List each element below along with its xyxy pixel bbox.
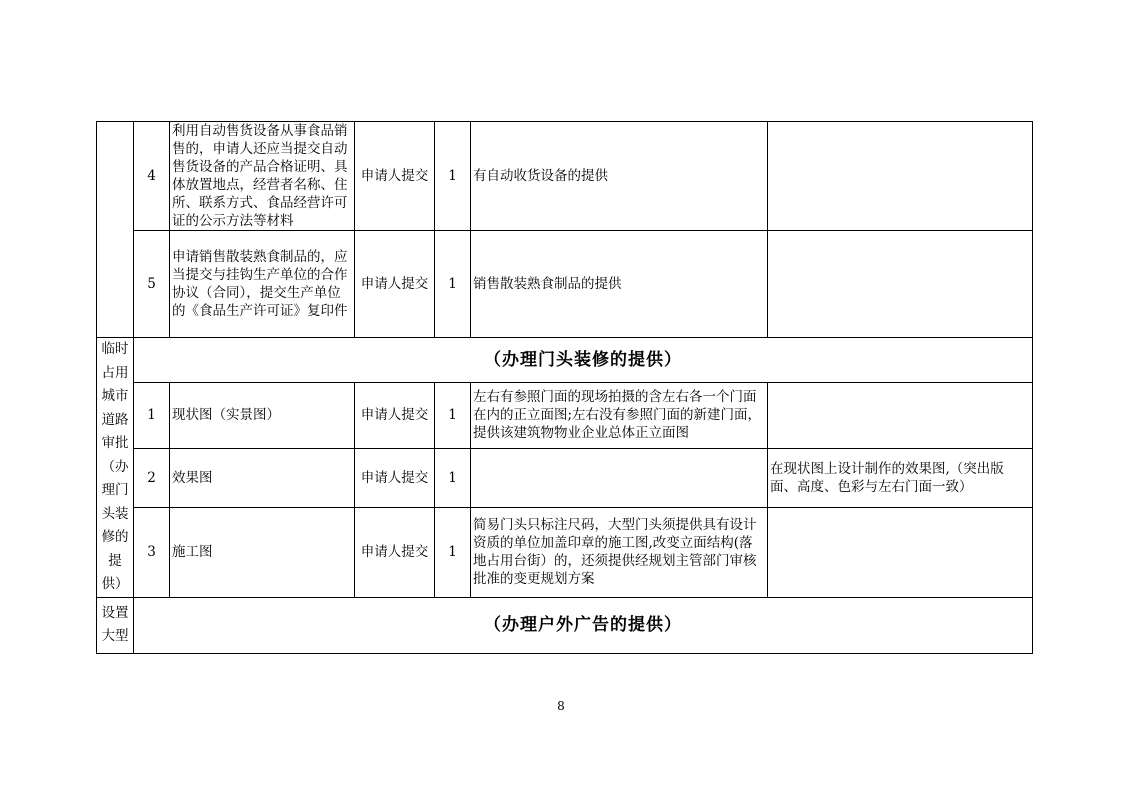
remark	[768, 382, 1033, 448]
row-number: 3	[134, 508, 170, 597]
material-source: 申请人提交	[355, 382, 435, 448]
material-source: 申请人提交	[355, 231, 435, 338]
section-title: （办理户外广告的提供）	[134, 597, 1033, 653]
remark: 在现状图上设计制作的效果图,（突出版面、高度、色彩与左右门面一致）	[768, 449, 1033, 508]
copies-count: 1	[435, 231, 471, 338]
section-row	[97, 338, 1033, 383]
copies-count: 1	[435, 508, 471, 597]
copies-count: 1	[435, 122, 471, 231]
copies-count: 1	[435, 449, 471, 508]
material-source: 申请人提交	[355, 508, 435, 597]
section-row	[97, 597, 1033, 653]
row-number: 5	[134, 231, 170, 338]
row-number: 2	[134, 449, 170, 508]
table-row	[97, 382, 1033, 448]
material-name: 申请销售散装熟食制品的，应当提交与挂钩生产单位的合作协议（合同），提交生产单位的《食品生产许可证》复印件	[170, 231, 355, 338]
section-title: （办理门头装修的提供）	[134, 338, 1033, 383]
row-number: 4	[134, 122, 170, 231]
remark	[768, 508, 1033, 597]
material-name: 施工图	[170, 508, 355, 597]
remark	[768, 231, 1033, 338]
material-source: 申请人提交	[355, 122, 435, 231]
submit-condition: 销售散装熟食制品的提供	[471, 231, 768, 338]
table-row	[97, 231, 1033, 338]
table-row	[97, 122, 1033, 231]
submit-condition: 简易门头只标注尺码，大型门头须提供具有设计资质的单位加盖印章的施工图,改变立面结构(落地占用台街）的，还须提供经规划主管部门审核批准的变更规划方案	[471, 508, 768, 597]
copies-count: 1	[435, 382, 471, 448]
page-number: 8	[557, 699, 565, 713]
submit-condition: 左右有参照门面的现场拍摄的含左右各一个门面在内的正立面图;左右没有参照门面的新建门面，提供该建筑物物业企业总体正立面图	[471, 382, 768, 448]
table-row	[97, 449, 1033, 508]
materials-table	[96, 121, 1033, 654]
approval-item-label: 临时占用城市道路审批（办理门头装修的提供）	[97, 338, 134, 598]
submit-condition: 有自动收货设备的提供	[471, 122, 768, 231]
table-row	[97, 508, 1033, 597]
submit-condition	[471, 449, 768, 508]
material-name: 利用自动售货设备从事食品销售的，申请人还应当提交自动售货设备的产品合格证明、具体放置地点，经营者名称、住所、联系方式、食品经营许可证的公示方法等材料	[170, 122, 355, 231]
material-source: 申请人提交	[355, 449, 435, 508]
material-name: 效果图	[170, 449, 355, 508]
group-cell-empty	[97, 122, 134, 338]
row-number: 1	[134, 382, 170, 448]
material-name: 现状图（实景图）	[170, 382, 355, 448]
approval-item-label: 设置大型	[97, 597, 134, 653]
remark	[768, 122, 1033, 231]
